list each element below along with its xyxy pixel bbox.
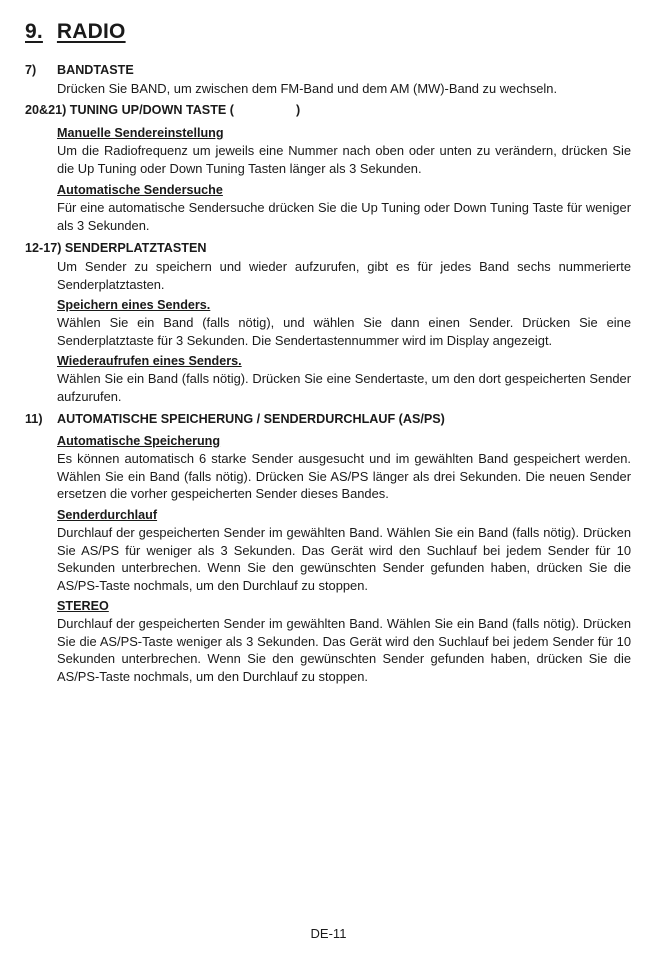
section-heading (25, 411, 445, 428)
subsection-title: STEREO (57, 599, 109, 613)
subsection-text: Durchlauf der gespeicherten Sender im gewählten Band. Wählen Sie ein Band (falls nötig). Drücken Sie AS/PS für weniger als 3 Sekunden. Das Gerät wird den Suchlauf bei jedem Sender für 10 Sekunden unterbrechen. Wenn Sie den gewünschten Sender gefunden haben, drücken Sie die AS/PS-Taste nochmals, um den Durchlauf zu stoppen. (57, 525, 631, 593)
stereo-block (57, 598, 631, 685)
section-number: 11) (25, 412, 43, 426)
section-title: 20&21) TUNING UP/DOWN TASTE ( (25, 103, 234, 117)
auto-store-block (57, 433, 631, 503)
presets-intro: Um Sender zu speichern und wieder aufzurufen, gibt es für jedes Band sechs nummerierte Senderplatztasten. (57, 259, 631, 292)
section-number: 7) (25, 63, 37, 77)
band-description: Drücken Sie BAND, um zwischen dem FM-Band und dem AM (MW)-Band zu wechseln. (57, 81, 558, 96)
subsection-title: Senderdurchlauf (57, 508, 158, 522)
section-heading (25, 62, 134, 79)
subsection-text: Für eine automatische Sendersuche drücken Sie die Up Tuning oder Down Tuning Taste für weniger als 3 Sekunden. (57, 200, 631, 233)
subsection-text: Um die Radiofrequenz um jeweils eine Nummer nach oben oder unten zu verändern, drücken Sie die Up Tuning oder Down Tuning Tasten länger als 3 Sekunden. (57, 143, 631, 176)
chapter-number: 9. (25, 20, 43, 43)
subsection-text: Durchlauf der gespeicherten Sender im gewählten Band. Wählen Sie ein Band (falls nötig). Drücken Sie die AS/PS-Taste weniger als 3 Sekunden. Das Gerät wird den Suchlauf bei jedem Sender für 10 Sekunden unterbrechen. Wenn Sie den gewünschten Sender gefunden haben, drücken Sie die AS/PS-Taste nochmals, um den Durchlauf zu stoppen. (57, 616, 631, 684)
subsection-title: Automatische Sendersuche (57, 183, 223, 197)
manual-tuning-block (57, 125, 631, 177)
section-title-end: ) (295, 103, 301, 117)
page-title (25, 20, 126, 44)
page-number: DE-11 (310, 926, 347, 941)
subsection-text: Es können automatisch 6 starke Sender ausgesucht und im gewählten Band gespeichert werden. Wählen Sie ein Band (falls nötig). Drücken Sie AS/PS länger als drei Sekunden. Die neuen Sender ersetzen die vorher gespeicherten Sender dieses Bandes. (57, 451, 631, 502)
subsection-title: Wiederaufrufen eines Senders. (57, 354, 242, 368)
auto-search-block (57, 182, 631, 234)
section-title: BANDTASTE (57, 63, 134, 77)
subsection-text: Wählen Sie ein Band (falls nötig). Drücken Sie eine Sendertaste, um den dort gespeicherten Sender aufzurufen. (57, 371, 631, 404)
section-title: AUTOMATISCHE SPEICHERUNG / SENDERDURCHLAUF (AS/PS) (57, 412, 445, 426)
section-heading: 12-17) SENDERPLATZTASTEN (25, 241, 207, 255)
scan-block (57, 507, 631, 594)
recall-station-block (57, 353, 631, 405)
subsection-title: Manuelle Sendereinstellung (57, 126, 224, 140)
chapter-title: RADIO (56, 20, 126, 43)
subsection-text: Wählen Sie ein Band (falls nötig), und wählen Sie dann einen Sender. Drücken Sie eine Senderplatztaste für 3 Sekunden. Die Sendertastennummer wird im Display angezeigt. (57, 315, 631, 348)
subsection-title: Speichern eines Senders. (57, 298, 211, 312)
subsection-title: Automatische Speicherung (57, 434, 221, 448)
section-heading (25, 102, 300, 119)
store-station-block (57, 297, 631, 349)
